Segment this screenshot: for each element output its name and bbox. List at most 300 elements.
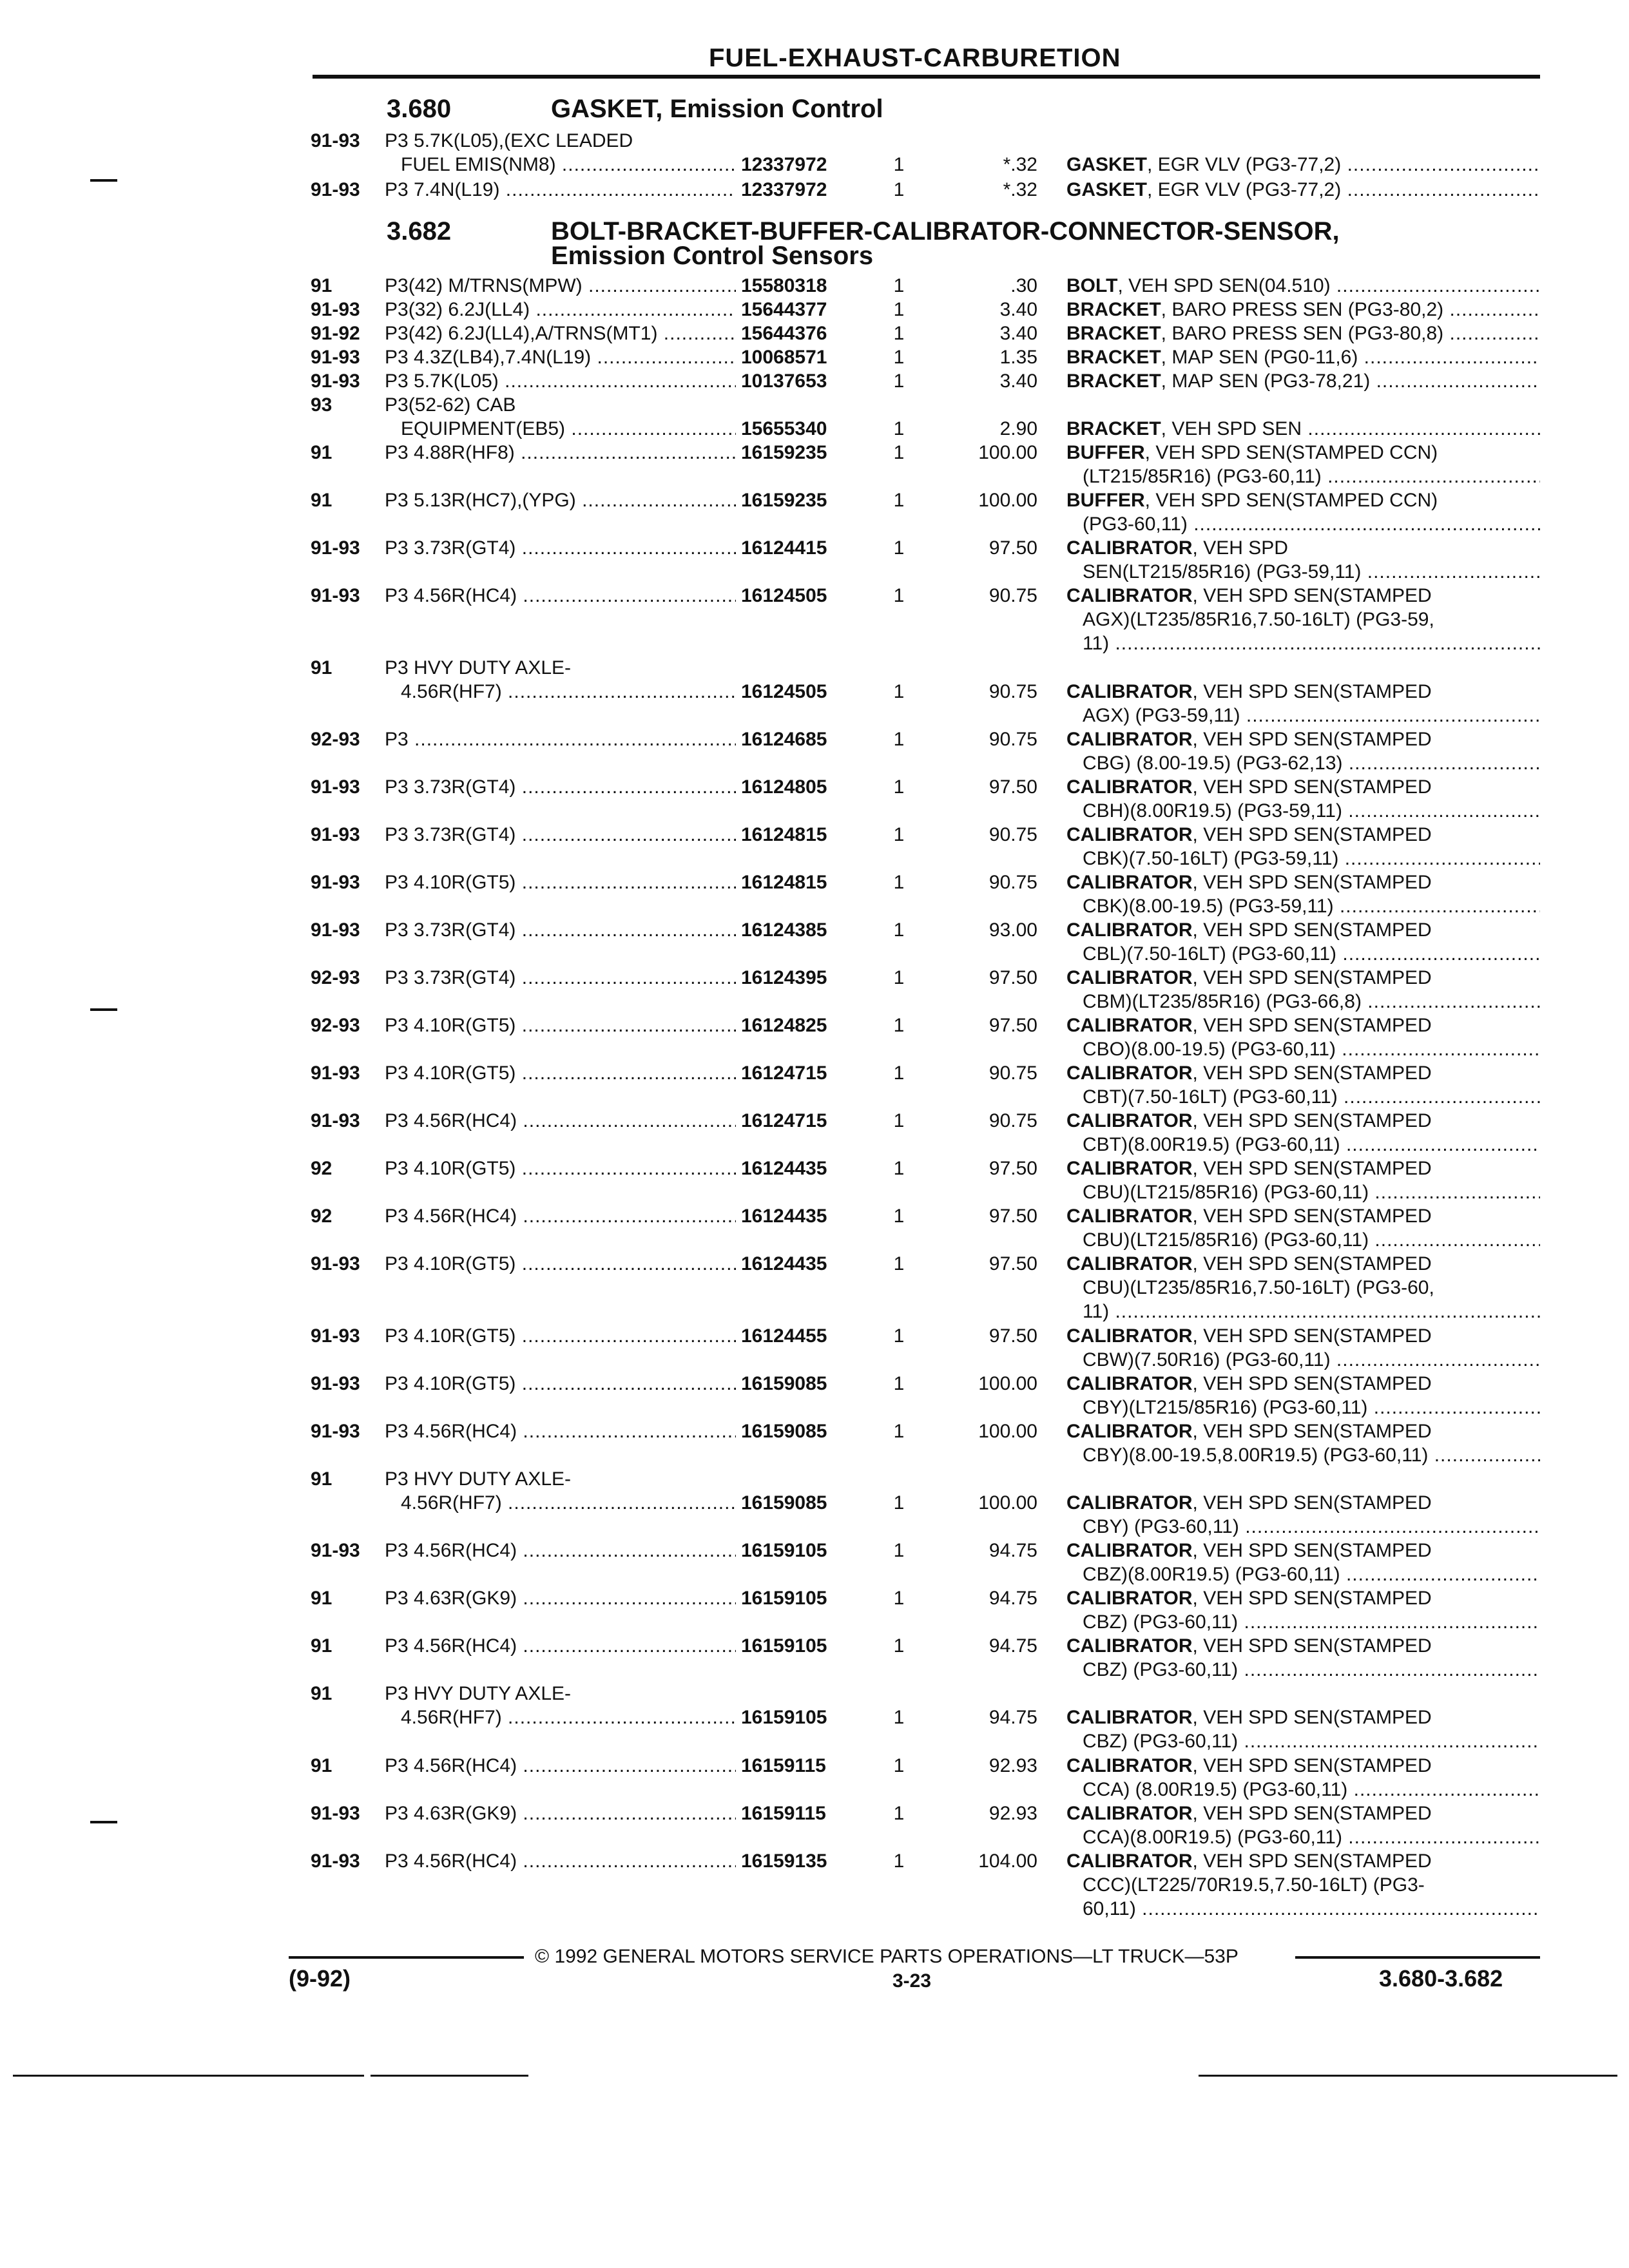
part-description	[1066, 1754, 1540, 1802]
part-description-line: CBG) (8.00-19.5) (PG3-62,13) .....	[1066, 751, 1540, 775]
quantity: 1	[893, 1253, 905, 1274]
part-description	[1066, 369, 1540, 393]
part-description	[1066, 441, 1540, 488]
part-description	[1066, 1634, 1540, 1682]
part-description-line: AGX)(LT235/85R16,7.50-16LT) (PG3-59,	[1083, 609, 1434, 630]
bottom-rule	[13, 2075, 364, 2077]
part-number: 10137653	[741, 370, 827, 392]
price: 100.00	[978, 1373, 1037, 1394]
part-description-line: BRACKET, BARO PRESS SEN (PG3-80,2) .....	[1066, 298, 1540, 322]
part-number: 16124435	[741, 1206, 827, 1227]
part-description	[1066, 345, 1540, 369]
page-title: FUEL-EXHAUST-CARBURETION	[709, 44, 1121, 72]
part-description-line: (LT215/85R16) (PG3-60,11) .....	[1066, 465, 1540, 488]
application-description	[385, 1252, 736, 1276]
quantity: 1	[893, 1540, 905, 1561]
quantity: 1	[893, 1803, 905, 1824]
part-description-line: CBK)(7.50-16LT) (PG3-59,11) .....	[1066, 847, 1540, 870]
price: 90.75	[988, 872, 1037, 893]
quantity: 1	[893, 275, 905, 296]
part-description-line: CCA)(8.00R19.5) (PG3-60,11) .....	[1066, 1825, 1540, 1849]
quantity: 1	[893, 179, 905, 200]
price: 104.00	[978, 1850, 1037, 1872]
price: *.32	[1003, 154, 1037, 175]
part-description-line: CCA) (8.00R19.5) (PG3-60,11) .....	[1066, 1778, 1540, 1802]
price: 3.40	[999, 299, 1037, 320]
price: 94.75	[988, 1635, 1037, 1657]
part-description-line: BUFFER, VEH SPD SEN(STAMPED CCN)	[1066, 442, 1438, 463]
part-number: 16124715	[741, 1110, 827, 1131]
model-years: 92-93	[311, 1015, 360, 1036]
quantity: 1	[893, 585, 905, 606]
quantity: 1	[893, 490, 905, 511]
section-number: 3.680	[387, 95, 452, 123]
description-line: P3 3.73R(GT4) .....	[385, 966, 736, 990]
part-description-line: CALIBRATOR, VEH SPD SEN(STAMPED	[1066, 585, 1432, 606]
description-line: P3 .....	[385, 727, 736, 751]
description-line: P3 HVY DUTY AXLE-	[385, 657, 572, 678]
quantity: 1	[893, 323, 905, 344]
price: 97.50	[988, 1158, 1037, 1179]
part-description-line: SEN(LT215/85R16) (PG3-59,11) .....	[1066, 560, 1540, 584]
section-heading	[387, 219, 1340, 268]
part-description	[1066, 1419, 1540, 1467]
part-description-line: CBW)(7.50R16) (PG3-60,11) .....	[1066, 1348, 1540, 1372]
part-description-line: CBT)(8.00R19.5) (PG3-60,11) .....	[1066, 1133, 1540, 1157]
price: 100.00	[978, 490, 1037, 511]
part-number: 16159105	[741, 1540, 827, 1561]
application-description	[385, 1849, 736, 1873]
application-description	[385, 1324, 736, 1348]
quantity: 1	[893, 1373, 905, 1394]
part-number: 16124385	[741, 919, 827, 941]
application-description	[385, 298, 736, 322]
part-description-line: BRACKET, VEH SPD SEN .....	[1066, 417, 1540, 441]
margin-mark	[90, 1008, 117, 1011]
bottom-rule	[1199, 2075, 1617, 2077]
part-number: 16124825	[741, 1015, 827, 1036]
part-description-line: CALIBRATOR, VEH SPD SEN(STAMPED	[1066, 1588, 1432, 1609]
part-number: 15644377	[741, 299, 827, 320]
part-description-line: CBU)(LT215/85R16) (PG3-60,11) .....	[1066, 1180, 1540, 1204]
section-number: 3.682	[387, 217, 452, 245]
price: 90.75	[988, 824, 1037, 845]
price: 1.35	[999, 347, 1037, 368]
application-description	[385, 1539, 736, 1562]
price: 3.40	[999, 370, 1037, 392]
part-number: 16159105	[741, 1588, 827, 1609]
model-years: 91-93	[311, 1110, 360, 1131]
application-description	[385, 488, 736, 512]
part-description-line: CBY)(LT215/85R16) (PG3-60,11) .....	[1066, 1396, 1540, 1419]
quantity: 1	[893, 776, 905, 798]
part-number: 12337972	[741, 154, 827, 175]
description-line: P3 4.56R(HC4) .....	[385, 1634, 736, 1658]
description-line: P3 5.7K(L05) .....	[385, 369, 736, 393]
model-years: 91-93	[311, 1325, 360, 1347]
description-line: P3 4.10R(GT5) .....	[385, 1014, 736, 1037]
part-description-line: BUFFER, VEH SPD SEN(STAMPED CCN)	[1066, 490, 1438, 511]
part-description-line: CALIBRATOR, VEH SPD SEN(STAMPED	[1066, 1325, 1432, 1347]
part-description-line: CBY) (PG3-60,11) .....	[1066, 1515, 1540, 1539]
price: 100.00	[978, 442, 1037, 463]
description-line: P3 4.56R(HC4) .....	[385, 584, 736, 608]
part-description	[1066, 1539, 1540, 1586]
description-line: P3 4.10R(GT5) .....	[385, 1157, 736, 1180]
description-line: P3 4.56R(HC4) .....	[385, 1754, 736, 1778]
part-description-line: CBZ)(8.00R19.5) (PG3-60,11) .....	[1066, 1562, 1540, 1586]
part-number: 16159235	[741, 442, 827, 463]
part-number: 16124685	[741, 729, 827, 750]
part-description	[1066, 1849, 1540, 1921]
model-years: 91-93	[311, 130, 360, 151]
price: 97.50	[988, 1253, 1037, 1274]
model-years: 91-93	[311, 370, 360, 392]
part-description-line: CALIBRATOR, VEH SPD SEN(STAMPED	[1066, 1253, 1432, 1274]
application-description	[385, 1754, 736, 1778]
part-number: 16159235	[741, 490, 827, 511]
model-years: 91	[311, 1635, 333, 1657]
part-description-line: AGX) (PG3-59,11) .....	[1066, 704, 1540, 727]
quantity: 1	[893, 370, 905, 392]
description-line: P3 7.4N(L19) .....	[385, 178, 736, 202]
bottom-rule	[371, 2075, 528, 2077]
part-number: 16124505	[741, 681, 827, 702]
quantity: 1	[893, 1421, 905, 1442]
part-description	[1066, 1586, 1540, 1634]
application-description	[385, 1372, 736, 1396]
part-description	[1066, 870, 1540, 918]
part-description-line: CALIBRATOR, VEH SPD SEN(STAMPED	[1066, 1015, 1432, 1036]
model-years: 91	[311, 275, 333, 296]
application-description	[385, 966, 736, 990]
price: 90.75	[988, 1110, 1037, 1131]
description-line: P3 4.56R(HC4) .....	[385, 1849, 736, 1873]
quantity: 1	[893, 347, 905, 368]
model-years: 91-93	[311, 1373, 360, 1394]
part-number: 16124435	[741, 1158, 827, 1179]
part-description	[1066, 1157, 1540, 1204]
price: 90.75	[988, 729, 1037, 750]
part-description	[1066, 918, 1540, 966]
part-description-line: CALIBRATOR, VEH SPD SEN(STAMPED	[1066, 1373, 1432, 1394]
header-rule	[313, 75, 1540, 79]
model-years: 92-93	[311, 967, 360, 988]
price: *.32	[1003, 179, 1037, 200]
price: 97.50	[988, 776, 1037, 798]
part-description	[1066, 1014, 1540, 1061]
part-description	[1066, 1324, 1540, 1372]
model-years: 91	[311, 1588, 333, 1609]
application-description	[385, 129, 736, 177]
part-description-line: GASKET, EGR VLV (PG3-77,2) .....	[1066, 178, 1540, 202]
quantity: 1	[893, 1635, 905, 1657]
price: 100.00	[978, 1421, 1037, 1442]
price: 97.50	[988, 1325, 1037, 1347]
part-number: 10068571	[741, 347, 827, 368]
part-description-line: CALIBRATOR, VEH SPD SEN(STAMPED	[1066, 1158, 1432, 1179]
part-description	[1066, 1491, 1540, 1539]
part-description-line: CBU)(LT235/85R16,7.50-16LT) (PG3-60,	[1083, 1277, 1434, 1298]
part-description-line: BRACKET, MAP SEN (PG3-78,21) .....	[1066, 369, 1540, 393]
part-number: 15580318	[741, 275, 827, 296]
model-years: 91	[311, 490, 333, 511]
part-description	[1066, 322, 1540, 345]
application-description	[385, 727, 736, 751]
part-description-line: (PG3-60,11) .....	[1066, 512, 1540, 536]
description-line: P3 4.10R(GT5) .....	[385, 1252, 736, 1276]
description-line: 4.56R(HF7) .....	[385, 680, 736, 704]
part-description-line: CALIBRATOR, VEH SPD SEN(STAMPED	[1066, 1755, 1432, 1776]
description-line: P3 3.73R(GT4) .....	[385, 775, 736, 799]
part-description	[1066, 1372, 1540, 1419]
quantity: 1	[893, 1158, 905, 1179]
footer-rule-left	[289, 1956, 524, 1959]
part-number: 16124435	[741, 1253, 827, 1274]
price: 92.93	[988, 1803, 1037, 1824]
model-years: 91	[311, 1683, 333, 1704]
part-number: 16159115	[741, 1803, 826, 1824]
price: 3.40	[999, 323, 1037, 344]
part-description-line: CALIBRATOR, VEH SPD SEN(STAMPED	[1066, 681, 1432, 702]
part-description-line: CALIBRATOR, VEH SPD SEN(STAMPED	[1066, 1421, 1432, 1442]
margin-mark	[90, 179, 117, 182]
price: 97.50	[988, 967, 1037, 988]
application-description	[385, 1634, 736, 1658]
description-line: P3 4.56R(HC4) .....	[385, 1109, 736, 1133]
page-number: 3-23	[892, 1970, 932, 1992]
application-description	[385, 1061, 736, 1085]
part-description-line: CALIBRATOR, VEH SPD SEN(STAMPED	[1066, 1110, 1432, 1131]
part-description-line: CALIBRATOR, VEH SPD SEN(STAMPED	[1066, 1803, 1432, 1824]
quantity: 1	[893, 442, 905, 463]
model-years: 91-93	[311, 347, 360, 368]
description-line: P3 3.73R(GT4) .....	[385, 536, 736, 560]
part-description	[1066, 1109, 1540, 1157]
quantity: 1	[893, 1755, 905, 1776]
application-description	[385, 1467, 736, 1515]
model-years: 91-93	[311, 1850, 360, 1872]
description-line: P3 4.56R(HC4) .....	[385, 1419, 736, 1443]
part-description-line: CALIBRATOR, VEH SPD SEN(STAMPED	[1066, 1206, 1432, 1227]
part-description-line: CBY)(8.00-19.5,8.00R19.5) (PG3-60,11) .....	[1066, 1443, 1540, 1467]
price: 90.75	[988, 1062, 1037, 1084]
part-number: 16124505	[741, 585, 827, 606]
price: 97.50	[988, 537, 1037, 559]
price: 97.50	[988, 1206, 1037, 1227]
description-line: P3 4.56R(HC4) .....	[385, 1539, 736, 1562]
part-description-line: CBU)(LT215/85R16) (PG3-60,11) .....	[1066, 1228, 1540, 1252]
part-description-line: CBM)(LT235/85R16) (PG3-66,8) .....	[1066, 990, 1540, 1014]
model-years: 91	[311, 657, 333, 678]
section-range: 3.680-3.682	[1379, 1965, 1503, 1992]
model-years: 91-93	[311, 179, 360, 200]
quantity: 1	[893, 824, 905, 845]
application-description	[385, 274, 736, 298]
part-description	[1066, 1061, 1540, 1109]
description-line: P3 4.88R(HF8) .....	[385, 441, 736, 465]
model-years: 91-93	[311, 299, 360, 320]
part-description-line: CALIBRATOR, VEH SPD SEN(STAMPED	[1066, 776, 1432, 798]
description-line: P3(42) 6.2J(LL4),A/TRNS(MT1) .....	[385, 322, 736, 345]
part-description	[1066, 153, 1540, 177]
part-description-line: CALIBRATOR, VEH SPD SEN(STAMPED	[1066, 1707, 1432, 1728]
part-number: 15655340	[741, 418, 827, 439]
quantity: 1	[893, 681, 905, 702]
part-description	[1066, 1252, 1540, 1323]
description-line: P3 4.63R(GK9) .....	[385, 1586, 736, 1610]
part-number: 16124815	[741, 872, 827, 893]
copyright-line: © 1992 GENERAL MOTORS SERVICE PARTS OPERATIONS—LT TRUCK—53P	[535, 1946, 1239, 1967]
part-description	[1066, 727, 1540, 775]
model-years: 91-93	[311, 824, 360, 845]
description-line: P3 4.56R(HC4) .....	[385, 1204, 736, 1228]
model-years: 91-92	[311, 323, 360, 344]
part-description	[1066, 1802, 1540, 1849]
description-line: P3 HVY DUTY AXLE-	[385, 1468, 572, 1490]
model-years: 91-93	[311, 919, 360, 941]
description-line: 4.56R(HF7) .....	[385, 1706, 736, 1729]
description-line: P3 4.63R(GK9) .....	[385, 1802, 736, 1825]
application-description	[385, 1419, 736, 1443]
section-heading	[387, 97, 883, 121]
part-description-line: CALIBRATOR, VEH SPD	[1066, 537, 1288, 559]
model-years: 91-93	[311, 1421, 360, 1442]
part-number: 16124815	[741, 824, 827, 845]
part-description-line: CCC)(LT225/70R19.5,7.50-16LT) (PG3-	[1083, 1874, 1425, 1896]
part-description-line: CBK)(8.00-19.5) (PG3-59,11) .....	[1066, 894, 1540, 918]
part-number: 16159115	[741, 1755, 826, 1776]
application-description	[385, 1682, 736, 1729]
part-description-line: CALIBRATOR, VEH SPD SEN(STAMPED	[1066, 1850, 1432, 1872]
application-description	[385, 369, 736, 393]
part-description-line: CBH)(8.00R19.5) (PG3-59,11) .....	[1066, 799, 1540, 823]
quantity: 1	[893, 967, 905, 988]
model-years: 93	[311, 394, 333, 416]
application-description	[385, 322, 736, 345]
part-description-line: CALIBRATOR, VEH SPD SEN(STAMPED	[1066, 729, 1432, 750]
description-line: P3 5.13R(HC7),(YPG) .....	[385, 488, 736, 512]
model-years: 91-93	[311, 1062, 360, 1084]
quantity: 1	[893, 154, 905, 175]
part-description-line: BRACKET, MAP SEN (PG0-11,6) .....	[1066, 345, 1540, 369]
model-years: 91-93	[311, 1253, 360, 1274]
application-description	[385, 775, 736, 799]
price: 2.90	[999, 418, 1037, 439]
description-line: P3 4.3Z(LB4),7.4N(L19) .....	[385, 345, 736, 369]
price: 93.00	[988, 919, 1037, 941]
quantity: 1	[893, 1015, 905, 1036]
description-line: EQUIPMENT(EB5) .....	[385, 417, 736, 441]
application-description	[385, 1014, 736, 1037]
model-years: 91	[311, 442, 333, 463]
application-description	[385, 536, 736, 560]
part-description	[1066, 1204, 1540, 1252]
part-number: 16159105	[741, 1707, 827, 1728]
part-description-line: 11) .....	[1066, 1300, 1540, 1323]
application-description	[385, 178, 736, 202]
quantity: 1	[893, 872, 905, 893]
model-years: 92-93	[311, 729, 360, 750]
part-description	[1066, 178, 1540, 202]
part-number: 16124805	[741, 776, 827, 798]
model-years: 92	[311, 1206, 333, 1227]
description-line: P3(52-62) CAB	[385, 394, 516, 416]
part-description-line: CBT)(7.50-16LT) (PG3-60,11) .....	[1066, 1085, 1540, 1109]
part-number: 16159085	[741, 1421, 827, 1442]
price: 94.75	[988, 1540, 1037, 1561]
price: 92.93	[988, 1755, 1037, 1776]
part-description-line: CBZ) (PG3-60,11) .....	[1066, 1658, 1540, 1682]
price: 94.75	[988, 1588, 1037, 1609]
description-line: P3(42) M/TRNS(MPW) .....	[385, 274, 736, 298]
description-line: P3 4.10R(GT5) .....	[385, 1061, 736, 1085]
application-description	[385, 345, 736, 369]
part-number: 15644376	[741, 323, 827, 344]
description-line: P3 3.73R(GT4) .....	[385, 823, 736, 847]
part-description	[1066, 274, 1540, 298]
model-years: 91-93	[311, 1540, 360, 1561]
part-description-line: 11) .....	[1066, 631, 1540, 655]
model-years: 91-93	[311, 1803, 360, 1824]
price: 97.50	[988, 1015, 1037, 1036]
quantity: 1	[893, 729, 905, 750]
part-description-line: CALIBRATOR, VEH SPD SEN(STAMPED	[1066, 1492, 1432, 1514]
part-number: 12337972	[741, 179, 827, 200]
quantity: 1	[893, 537, 905, 559]
application-description	[385, 584, 736, 608]
price: 90.75	[988, 585, 1037, 606]
model-years: 92	[311, 1158, 333, 1179]
quantity: 1	[893, 1707, 905, 1728]
part-description-line: 60,11) .....	[1066, 1897, 1540, 1921]
part-number: 16124395	[741, 967, 827, 988]
part-description-line: CBO)(8.00-19.5) (PG3-60,11) .....	[1066, 1037, 1540, 1061]
part-description	[1066, 1706, 1540, 1753]
quantity: 1	[893, 1206, 905, 1227]
description-line: P3 HVY DUTY AXLE-	[385, 1683, 572, 1704]
price: 100.00	[978, 1492, 1037, 1514]
application-description	[385, 823, 736, 847]
quantity: 1	[893, 1492, 905, 1514]
part-number: 16124415	[741, 537, 827, 559]
application-description	[385, 918, 736, 942]
part-description-line: CBZ) (PG3-60,11) .....	[1066, 1729, 1540, 1753]
description-line: P3 3.73R(GT4) .....	[385, 918, 736, 942]
footer-rule-right	[1295, 1956, 1540, 1959]
model-years: 91-93	[311, 585, 360, 606]
application-description	[385, 1204, 736, 1228]
price: 94.75	[988, 1707, 1037, 1728]
part-description-line: CALIBRATOR, VEH SPD SEN(STAMPED	[1066, 919, 1432, 941]
part-description-line: CALIBRATOR, VEH SPD SEN(STAMPED	[1066, 1540, 1432, 1561]
description-line: P3 4.10R(GT5) .....	[385, 1372, 736, 1396]
description-line: 4.56R(HF7) .....	[385, 1491, 736, 1515]
quantity: 1	[893, 1588, 905, 1609]
part-number: 16159085	[741, 1373, 827, 1394]
part-description	[1066, 536, 1540, 584]
part-description	[1066, 775, 1540, 823]
application-description	[385, 1802, 736, 1825]
description-line: P3(32) 6.2J(LL4) .....	[385, 298, 736, 322]
part-description	[1066, 298, 1540, 322]
part-number: 16124455	[741, 1325, 827, 1347]
date-code: (9-92)	[289, 1965, 351, 1992]
application-description	[385, 1157, 736, 1180]
application-description	[385, 870, 736, 894]
application-description	[385, 656, 736, 704]
part-description	[1066, 417, 1540, 441]
